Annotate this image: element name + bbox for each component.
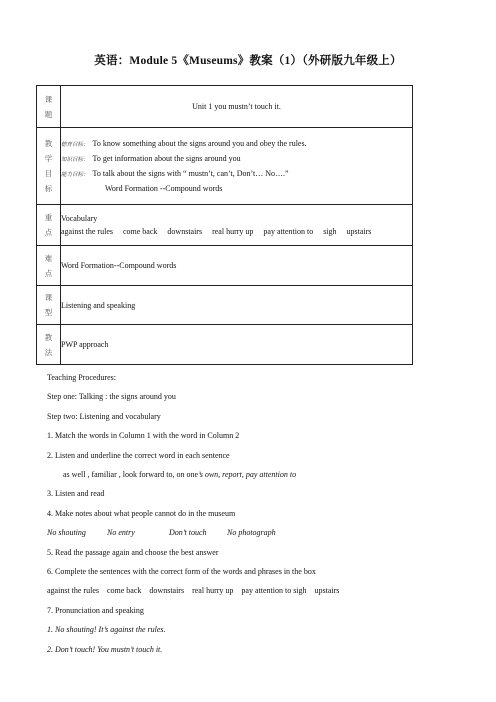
signs-list <box>47 523 467 542</box>
label-topic: 课 题 <box>37 86 61 128</box>
item-1: 1. Match the words in Column 1 with the word in Column 2 <box>47 431 240 441</box>
label-goals: 教 学 目 标 <box>37 128 61 205</box>
label-difficult: 难 点 <box>37 246 61 286</box>
item-5: 5. Read the passage again and choose the best answer <box>47 547 219 557</box>
row-goals <box>37 128 413 205</box>
item-3: 3. Listen and read <box>47 489 105 499</box>
goal-ability: 能力目标： To talk about the signs with “ mustn’t, can’t, Don’t… No….” <box>61 169 289 178</box>
step-two: Step two: Listening and vocabulary <box>47 411 161 421</box>
topic-value: Unit 1 you mustn’t touch it. <box>61 86 413 128</box>
item-4: 4. Make notes about what people cannot do in the museum <box>47 508 236 518</box>
goal-extra: Word Formation --Compound words <box>105 184 223 193</box>
row-method <box>37 325 413 365</box>
goal-knowledge: 知识目标： To get information about the signs around you <box>61 154 241 163</box>
item-2: 2. Listen and underline the correct word in each sentence <box>47 450 230 460</box>
sign-item: No entry <box>107 528 135 538</box>
difficult-value: Word Formation--Compound words <box>61 246 413 286</box>
item-7: 7. Pronunciation and speaking <box>47 605 144 615</box>
goal-moral: 德育目标： To know something about the signs around you and obey the rules. <box>61 139 307 148</box>
row-type <box>37 286 413 325</box>
document-title: 英语：Module 5《Museums》教案（1）（外研版九年级上） <box>94 55 402 67</box>
vocabulary-list: against the rules come back downstairs real hurry up pay attention to sigh upstairs <box>61 227 372 236</box>
procedures-heading: Teaching Procedures: <box>47 373 116 382</box>
teaching-procedures <box>47 368 467 659</box>
item-6: 6. Complete the sentences with the correct form of the words and phrases in the box <box>47 567 316 577</box>
row-key-points <box>37 205 413 246</box>
sign-item: No photograph <box>227 528 276 538</box>
vocabulary-title: Vocabulary <box>61 214 98 223</box>
key-points-value <box>61 205 413 246</box>
label-key-points: 重 点 <box>37 205 61 246</box>
type-value: Listening and speaking <box>61 286 413 325</box>
step-one: Step one: Talking : the signs around you <box>47 392 176 402</box>
item-6-words: against the rules come back downstairs real hurry up pay attention to sigh upstairs <box>47 586 340 596</box>
goals-value <box>61 128 413 205</box>
sign-item: No shouting <box>47 528 86 538</box>
label-method: 教 法 <box>37 325 61 365</box>
lesson-plan-table <box>36 85 413 365</box>
example-2: 2. Don’t touch! You mustn’t touch it. <box>47 644 163 654</box>
method-value: PWP approach <box>61 325 413 365</box>
row-difficult <box>37 246 413 286</box>
label-type: 课 型 <box>37 286 61 325</box>
example-1: 1. No shouting! It’s against the rules. <box>47 625 166 635</box>
sign-item: Don’t touch <box>169 528 207 538</box>
row-topic <box>37 86 413 128</box>
item-2-words: as well , familiar , look forward to, on one’s own, report, pay attention to <box>63 470 297 480</box>
